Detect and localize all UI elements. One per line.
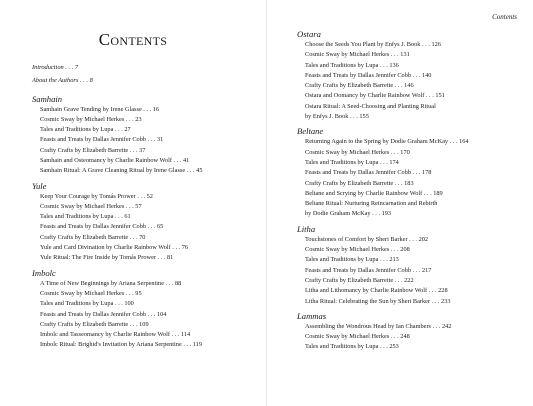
right-page	[267, 0, 533, 406]
toc-entry[interactable]: Cosmic Sway by Michael Herkes . . . 248	[305, 333, 410, 341]
toc-entry[interactable]: Yule Ritual: The Fire Inside by Tomás Prower . . . 81	[40, 254, 174, 262]
section-entries	[305, 322, 525, 353]
section-title: Lammas	[297, 310, 327, 321]
toc-entry-wrapped[interactable]	[305, 199, 525, 220]
toc-entry[interactable]: Tales and Traditions by Lupa . . . 136	[305, 61, 399, 69]
front-matter-entry[interactable]: About the Authors . . . 8	[32, 76, 93, 84]
toc-entry-line: Beltane Ritual: Nurturing Reincarnation and Rebirth	[305, 200, 438, 208]
toc-entry[interactable]: Feasts and Treats by Dallas Jennifer Cobb . . . 31	[40, 136, 164, 144]
toc-entry[interactable]: Touchstones of Comfort by Sheri Barker . . . 202	[305, 235, 429, 243]
toc-entry[interactable]: Crafty Crafts by Elizabeth Barrette . . . 222	[305, 276, 414, 284]
toc-entry[interactable]: Feasts and Treats by Dallas Jennifer Cobb . . . 65	[40, 223, 164, 231]
toc-entry-line: Ostara Ritual: A Seed-Choosing and Planting Ritual	[305, 102, 436, 110]
toc-entry[interactable]: Tales and Traditions by Lupa . . . 27	[40, 126, 131, 134]
toc-entry[interactable]: Tales and Traditions by Lupa . . . 213	[305, 256, 399, 264]
toc-entry[interactable]: Samhain and Osteomancy by Charlie Rainbow Wolf . . . 41	[40, 156, 190, 164]
toc-entry[interactable]: Tales and Traditions by Lupa . . . 61	[40, 213, 131, 221]
section-title: Litha	[297, 223, 316, 234]
section-title: Yule	[32, 180, 47, 191]
section-entries	[305, 137, 525, 219]
toc-entry[interactable]: Cosmic Sway by Michael Herkes . . . 57	[40, 202, 142, 210]
toc-entry[interactable]: Crafty Crafts by Elizabeth Barrette . . . 109	[40, 320, 149, 328]
toc-entry[interactable]: Crafty Crafts by Elizabeth Barrette . . . 146	[305, 82, 414, 90]
toc-entry[interactable]: Feasts and Treats by Dallas Jennifer Cobb . . . 178	[305, 169, 432, 177]
toc-entry-line: by Enfys J. Book . . . 155	[305, 113, 369, 121]
running-head: Contents	[492, 13, 517, 21]
toc-entry[interactable]: Imbolc and Tasseomancy by Charlie Rainbow Wolf . . . 114	[40, 331, 191, 339]
section-entries	[40, 279, 260, 351]
toc-entry[interactable]: Samhain Grave Tending by Irene Glasse . . . 16	[40, 105, 160, 113]
section-title: Beltane	[297, 126, 324, 137]
section-litha	[297, 224, 525, 307]
section-title: Samhain	[32, 93, 63, 104]
section-entries	[305, 40, 525, 122]
toc-entry[interactable]: Crafty Crafts by Elizabeth Barrette . . . 37	[40, 146, 146, 154]
toc-entry[interactable]: Cosmic Sway by Michael Herkes . . . 170	[305, 148, 410, 156]
toc-entry[interactable]: Returning Again to the Spring by Dodie Graham McKay . . . 164	[305, 138, 469, 146]
toc-entry[interactable]: Cosmic Sway by Michael Herkes . . . 95	[40, 289, 142, 297]
left-page	[0, 0, 266, 406]
section-ostara	[297, 29, 525, 122]
toc-entry[interactable]: Tales and Traditions by Lupa . . . 253	[305, 343, 399, 351]
contents-title: Contents	[98, 30, 168, 49]
toc-entry-line: by Dodie Graham McKay . . . 193	[305, 210, 392, 218]
section-entries	[305, 235, 525, 307]
section-beltane	[297, 126, 525, 219]
section-yule	[32, 181, 260, 264]
toc-entry[interactable]: Cosmic Sway by Michael Herkes . . . 23	[40, 115, 142, 123]
left-toc-column	[32, 64, 260, 355]
toc-entry[interactable]: Litha and Lithomancy by Charlie Rainbow Wolf . . . 228	[305, 287, 448, 295]
toc-entry[interactable]: Cosmic Sway by Michael Herkes . . . 208	[305, 246, 410, 254]
toc-entry[interactable]: Cosmic Sway by Michael Herkes . . . 131	[305, 51, 410, 59]
toc-entry[interactable]: Litha Ritual: Celebrating the Sun by Sheri Barker . . . 233	[305, 297, 451, 305]
toc-entry[interactable]: Feasts and Treats by Dallas Jennifer Cobb . . . 104	[40, 310, 167, 318]
section-samhain	[32, 94, 260, 177]
toc-entry[interactable]: Choose the Seeds You Plant by Enfys J. Book . . . 126	[305, 41, 441, 48]
toc-entry[interactable]: Keep Your Courage by Tomás Prower . . . 52	[40, 192, 153, 200]
section-title: Ostara	[297, 29, 321, 39]
toc-entry[interactable]: Tales and Traditions by Lupa . . . 174	[305, 158, 399, 166]
toc-entry[interactable]: Assembling the Wondrous Head by Ian Chambers . . . 242	[305, 322, 452, 330]
toc-entry[interactable]: Ostara and Oomancy by Charlie Rainbow Wolf . . . 151	[305, 92, 445, 100]
toc-entry[interactable]: Crafty Crafts by Elizabeth Barrette . . . 70	[40, 233, 146, 241]
toc-entry[interactable]: Imbolc Ritual: Brighid's Invitation by Ariana Serpentine . . . 119	[40, 341, 202, 349]
section-imbolc	[32, 268, 260, 351]
front-matter	[32, 64, 260, 85]
toc-entry[interactable]: Beltane and Scrying by Charlie Rainbow Wolf . . . 189	[305, 189, 443, 197]
section-lammas	[297, 311, 525, 353]
toc-entry[interactable]: Yule and Card Divination by Charlie Rainbow Wolf . . . 76	[40, 244, 189, 252]
toc-entry[interactable]: Feasts and Treats by Dallas Jennifer Cobb . . . 140	[305, 71, 432, 79]
toc-entry[interactable]: Tales and Traditions by Lupa . . . 100	[40, 300, 134, 308]
section-entries	[40, 192, 260, 264]
toc-entry[interactable]: Samhain Ritual: A Grave Cleaning Ritual by Irene Glasse . . . 45	[40, 167, 203, 175]
toc-entry[interactable]: Feasts and Treats by Dallas Jennifer Cobb . . . 217	[305, 266, 432, 274]
toc-entry-wrapped[interactable]	[305, 102, 525, 123]
section-title: Imbolc	[32, 267, 56, 278]
toc-entry[interactable]: A Time of New Beginnings by Ariana Serpentine . . . 88	[40, 279, 182, 287]
section-entries	[40, 105, 260, 177]
right-toc-column	[297, 29, 525, 357]
front-matter-entry[interactable]: Introduction . . . 7	[32, 64, 79, 71]
toc-entry[interactable]: Crafty Crafts by Elizabeth Barrette . . . 183	[305, 179, 414, 187]
